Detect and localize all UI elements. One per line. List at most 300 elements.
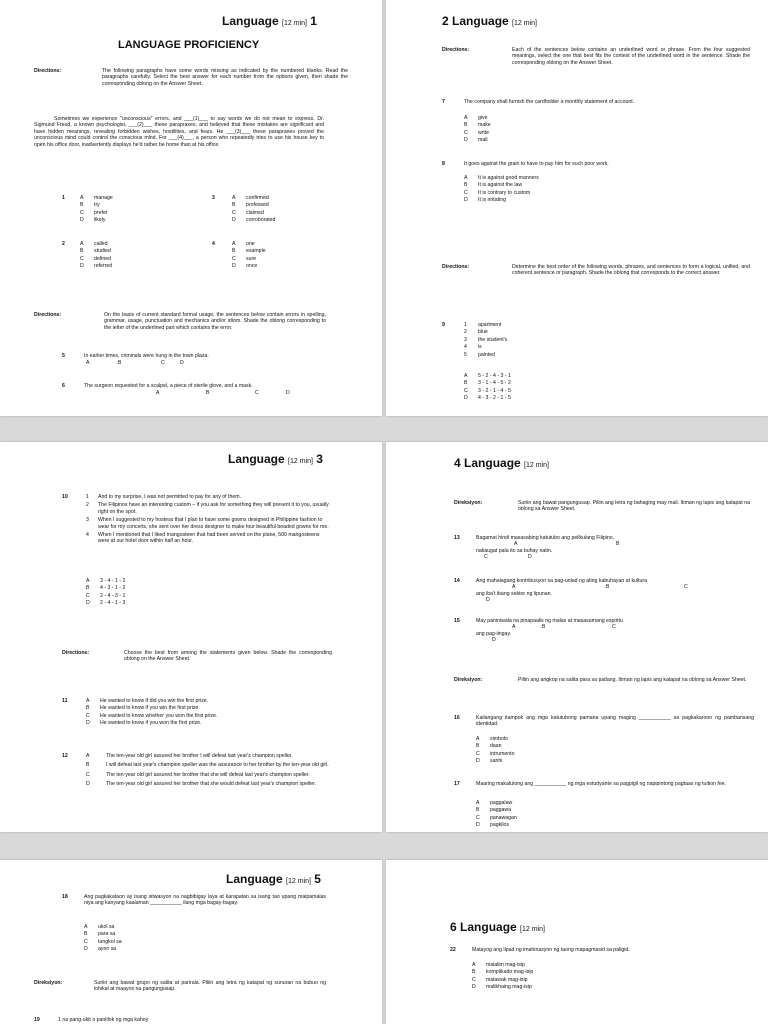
directions-label: Directions: bbox=[442, 264, 470, 270]
option-letter: A bbox=[472, 962, 476, 968]
option-letter: B bbox=[80, 248, 84, 255]
answer-letter: A bbox=[512, 624, 516, 630]
answer-letter: B bbox=[606, 584, 610, 590]
page-number: 6 bbox=[450, 920, 457, 934]
question-number: 3 bbox=[212, 195, 215, 201]
question-text: It goes against the grain to have to pay him for such poor work. bbox=[464, 161, 609, 167]
directions-label: Directions: bbox=[442, 47, 470, 53]
question-number: 1 bbox=[62, 195, 65, 201]
question-number: 4 bbox=[212, 241, 215, 247]
option-text: write bbox=[478, 129, 489, 136]
part-letter: 2 bbox=[464, 329, 467, 336]
option-letter: C bbox=[476, 814, 480, 821]
directions-block bbox=[34, 68, 348, 96]
question-text: Ang mahalagang kontribusyon sa pag-unlad ng ating kabuhayan at kultura bbox=[476, 578, 648, 584]
answer-letter: C bbox=[612, 624, 616, 630]
question-number: 18 bbox=[62, 894, 68, 900]
sentence-part bbox=[86, 502, 330, 515]
option-letter: A bbox=[476, 800, 480, 806]
parts-list bbox=[464, 322, 614, 359]
reading-passage: Sometimes we experience "unconscious" errors, and ___(1)___ to say words we do not mean to express. Dr. Sigmund Freud, a known psychologist, ___(2)___ these parapraxes, and believed that these mistakes are significant and have hidden meanings, revealing forbidden wishes, hostilities, and fears. He ___(3)___ these parapraxes proved the unconscious mind could control the conscious mind. For ___(4)___, a person who repeatedly tries to use his house key to open his office door, inadvertently displays he'd rather be home than at his office. bbox=[34, 116, 324, 148]
section-name: Language bbox=[464, 456, 521, 470]
option-item bbox=[476, 751, 596, 758]
section-name: Language bbox=[228, 452, 285, 466]
option-item bbox=[476, 807, 596, 814]
answer-letter: C bbox=[684, 584, 688, 590]
option-letter: C bbox=[84, 938, 88, 945]
answer-letter: A bbox=[512, 584, 516, 590]
option-letter: A bbox=[464, 115, 468, 121]
option-text: defined bbox=[94, 255, 112, 262]
option-item bbox=[476, 743, 596, 750]
option-item bbox=[86, 593, 206, 600]
option-item bbox=[86, 585, 206, 592]
option-letter: D bbox=[84, 946, 88, 953]
options-list bbox=[84, 924, 204, 954]
directions-text: Suriin ang bawat grupo ng salita at parirala. Piliin ang letra ng katapat ng sunuran na bubuo ng lohikal at maayos na pangungusap. bbox=[94, 980, 326, 993]
option-text: pagkilos bbox=[490, 822, 510, 829]
option-text: ayon sa bbox=[98, 946, 117, 953]
option-text: referred bbox=[94, 263, 113, 270]
options-list bbox=[472, 962, 632, 992]
option-text: 3 - 4 - 1 - 2 bbox=[100, 578, 126, 584]
question-text: Kailangang itampok ang mga katutubong pamana upang maging ___________ sa pagkakaroon ng pambansang identidad. bbox=[476, 715, 754, 728]
option-text: ukol sa bbox=[98, 924, 115, 930]
option-item bbox=[472, 977, 632, 984]
option-letter: B bbox=[86, 762, 90, 769]
option-text: mail bbox=[478, 137, 488, 144]
option-letter: A bbox=[80, 241, 84, 247]
part-number: 2 bbox=[86, 502, 89, 509]
option-letter: A bbox=[86, 698, 90, 704]
option-text: para sa bbox=[98, 931, 116, 938]
sentence-part bbox=[86, 532, 330, 545]
option-text: manage bbox=[94, 195, 113, 201]
part-text: the student's bbox=[478, 336, 508, 343]
option-text: He wanted to know whether you won the first prize. bbox=[100, 712, 218, 719]
page-number: 5 bbox=[314, 872, 321, 886]
answer-letter: D bbox=[286, 390, 290, 396]
option-letter: B bbox=[472, 969, 476, 976]
option-letter: C bbox=[472, 976, 476, 983]
option-item bbox=[80, 256, 180, 263]
option-letter: D bbox=[80, 263, 84, 270]
option-text: 4 - 3 - 1 - 2 bbox=[100, 585, 126, 592]
option-text: He wanted to know if you win the first prize. bbox=[100, 705, 200, 712]
answer-letter: A bbox=[514, 541, 518, 547]
option-text: intrumento bbox=[490, 750, 515, 757]
section-name: Language bbox=[222, 14, 279, 28]
option-item bbox=[80, 263, 180, 270]
directions-block bbox=[34, 312, 326, 338]
option-item bbox=[80, 210, 180, 217]
option-letter: C bbox=[464, 189, 468, 196]
option-letter: B bbox=[232, 202, 236, 209]
part-letter: 5 bbox=[464, 351, 467, 358]
option-item bbox=[86, 762, 332, 768]
page-header bbox=[226, 872, 321, 886]
option-text: malawak mag-isip bbox=[486, 976, 528, 983]
option-item bbox=[464, 137, 664, 144]
part-text: When I mentioned that I liked mangosteen that had been served on the plane, 500 mangosteens were at our hotel door within half an hour. bbox=[98, 532, 320, 545]
option-letter: D bbox=[232, 217, 236, 224]
option-letter: C bbox=[80, 255, 84, 262]
section-time: [12 min] bbox=[282, 20, 307, 27]
question-text: The company shall furnish the cardholder a monthly statement of account. bbox=[464, 99, 635, 105]
part-text: The Filipinos have an interesting custom – if you ask for something they will present it to you, usually right on the spot. bbox=[98, 502, 329, 515]
option-text: 4 - 3 - 2 - 1 - 5 bbox=[478, 395, 511, 402]
directions-text: Suriin ang bawat pangungusap. Piliin ang letra ng bahaging may mali. Itiman ng lapis ang katapat na oblong sa Answer Sheet. bbox=[518, 500, 750, 513]
section-time: [12 min] bbox=[520, 926, 545, 933]
exam-page-3 bbox=[0, 442, 382, 832]
directions-text: Determine the best order of the following words, phrases, and sentences to form a logical, unified, and coherent sentence or paragraph. Shade the oblong that corresponds to the correct answer. bbox=[512, 264, 750, 277]
option-letter: D bbox=[464, 197, 468, 204]
option-item bbox=[80, 202, 180, 209]
answer-letter: B bbox=[542, 624, 546, 630]
option-text: simbolo bbox=[490, 736, 508, 742]
section-time: [12 min] bbox=[286, 878, 311, 885]
page-header bbox=[454, 456, 549, 470]
option-letter: D bbox=[476, 758, 480, 765]
option-item bbox=[472, 984, 632, 991]
exam-page-2 bbox=[386, 0, 768, 416]
question-number: 9 bbox=[442, 322, 445, 328]
option-letter: C bbox=[86, 712, 90, 719]
option-letter: B bbox=[232, 248, 236, 255]
question-number: 11 bbox=[62, 698, 68, 704]
option-letter: B bbox=[476, 743, 480, 750]
option-item bbox=[80, 217, 180, 224]
section-time: [12 min] bbox=[524, 462, 549, 469]
part-number: 1 bbox=[86, 494, 89, 500]
directions-block bbox=[454, 500, 750, 514]
question-text: May paniniwala na pinapaalis ng malas at masasamang espiritu bbox=[476, 618, 623, 624]
question-number: 12 bbox=[62, 753, 68, 759]
option-item bbox=[464, 115, 664, 122]
option-letter: D bbox=[464, 137, 468, 144]
option-item bbox=[464, 380, 614, 387]
option-item bbox=[86, 698, 326, 705]
options-list bbox=[476, 736, 596, 766]
answer-letter: B bbox=[118, 360, 122, 366]
option-letter: D bbox=[86, 720, 90, 727]
option-text: claimed bbox=[246, 209, 264, 216]
section-name: Language bbox=[226, 872, 283, 886]
option-text: I will defeat last year's champion speller was the assurance to her brother by the ten-year old girl. bbox=[106, 762, 329, 769]
question-text: The surgeon requested for a scalpel, a piece of sterile glove, and a mask. bbox=[84, 383, 253, 389]
option-text: prefer bbox=[94, 209, 108, 216]
option-text: sure bbox=[246, 255, 257, 262]
option-item bbox=[464, 122, 664, 129]
option-text: called bbox=[94, 241, 108, 247]
option-text: give bbox=[478, 115, 488, 121]
answer-letter: B bbox=[616, 541, 620, 547]
option-text: try bbox=[94, 202, 100, 209]
option-text: The ten-year old girl assured her brother I will defeat last year's champion speller. bbox=[106, 753, 293, 759]
sentence-part bbox=[86, 517, 330, 530]
option-item bbox=[464, 395, 614, 402]
option-letter: A bbox=[464, 175, 468, 181]
option-text: panawagan bbox=[490, 814, 517, 821]
part-letter: 3 bbox=[464, 336, 467, 343]
directions-block bbox=[442, 264, 750, 290]
option-item bbox=[476, 815, 596, 822]
answer-letter: B bbox=[206, 390, 210, 396]
option-item bbox=[80, 248, 180, 255]
option-item bbox=[476, 800, 596, 807]
option-letter: D bbox=[472, 984, 476, 991]
option-text: paggalaw bbox=[490, 800, 513, 806]
option-item bbox=[86, 578, 206, 585]
option-letter: B bbox=[464, 380, 468, 387]
option-letter: B bbox=[80, 202, 84, 209]
option-text: professed bbox=[246, 202, 269, 209]
option-text: paggawa bbox=[490, 807, 512, 814]
option-letter: A bbox=[232, 241, 236, 247]
option-letter: C bbox=[86, 592, 90, 599]
option-letter: B bbox=[84, 931, 88, 938]
directions-label: Directions: bbox=[62, 650, 90, 656]
option-letter: C bbox=[80, 209, 84, 216]
directions-text: Piliin ang angkop na salita para sa patlang. Itiman ng lapis ang katapat na oblong sa Answer Sheet. bbox=[518, 677, 747, 683]
option-item bbox=[464, 190, 664, 197]
part-text: When I suggested to my hostess that I plan to have some gowns designed in Philippine fashion to wear for my concerts, she sent over her dress designer to make four beautiful beaded gowns for me. bbox=[98, 517, 329, 530]
option-item bbox=[232, 263, 332, 270]
option-item bbox=[476, 822, 596, 829]
question-number: 14 bbox=[454, 578, 460, 584]
question-number: 15 bbox=[454, 618, 460, 624]
options-list bbox=[232, 241, 332, 271]
option-letter: C bbox=[476, 750, 480, 757]
page-title: LANGUAGE PROFICIENCY bbox=[118, 39, 260, 51]
options-list bbox=[86, 698, 326, 728]
option-letter: D bbox=[86, 781, 90, 788]
option-text: sanhi bbox=[490, 758, 503, 765]
answer-letter: D bbox=[528, 554, 532, 560]
option-text: malikhaing mag-isip bbox=[486, 984, 532, 991]
answer-letter: C bbox=[161, 360, 165, 366]
page-number: 4 bbox=[454, 456, 461, 470]
answer-letter: D bbox=[180, 360, 184, 366]
parts-list bbox=[86, 494, 330, 545]
option-text: example bbox=[246, 248, 266, 255]
option-letter: A bbox=[84, 924, 88, 930]
part-text: painted bbox=[478, 351, 496, 358]
question-number: 17 bbox=[454, 781, 460, 787]
exam-page-6 bbox=[386, 860, 768, 1024]
option-letter: D bbox=[80, 217, 84, 224]
option-item bbox=[232, 241, 332, 248]
question-number: 5 bbox=[62, 353, 65, 359]
option-letter: A bbox=[86, 753, 90, 759]
option-text: corroborated bbox=[246, 217, 276, 224]
option-letter: A bbox=[476, 736, 480, 742]
option-text: 5 - 2 - 4 - 3 - 1 bbox=[478, 373, 511, 379]
part-text: blue bbox=[478, 329, 488, 336]
option-text: daan bbox=[490, 743, 502, 750]
option-text: once bbox=[246, 263, 258, 270]
option-text: He wanted to know if you won the first prize. bbox=[100, 720, 202, 727]
directions-text: On the basis of current standard formal usage, the sentences below contain errors in spelling, grammar, usage, punctuation and mechanics and/or idiom. Shade the oblong corresponding to the letter of the underlined part which contains the error. bbox=[104, 312, 326, 331]
option-text: It is against good manners bbox=[478, 175, 539, 181]
option-letter: D bbox=[232, 263, 236, 270]
answer-letter: D bbox=[486, 597, 490, 603]
question-text: Bagamat hindi masasabing katutubo ang pelikulang Filipino, bbox=[476, 535, 615, 541]
option-item bbox=[232, 248, 332, 255]
option-item bbox=[86, 705, 326, 712]
section-time: [12 min] bbox=[288, 458, 313, 465]
option-item bbox=[80, 195, 180, 202]
option-letter: B bbox=[86, 585, 90, 592]
option-item bbox=[464, 130, 664, 137]
option-item bbox=[86, 720, 326, 727]
question-number: 2 bbox=[62, 241, 65, 247]
options-list bbox=[464, 115, 664, 145]
part-text: And to my surprise, I was not permitted to pay for any of them. bbox=[98, 494, 242, 500]
part-letter: 4 bbox=[464, 344, 467, 351]
option-text: make bbox=[478, 122, 491, 129]
answer-letter: A bbox=[156, 390, 160, 396]
question-number: 19 bbox=[34, 1017, 40, 1023]
option-item bbox=[86, 600, 206, 607]
options-list bbox=[80, 241, 180, 271]
option-text: malalim mag-isip bbox=[486, 962, 525, 968]
option-text: 2 - 4 - 1 - 3 bbox=[100, 600, 126, 607]
exam-page-5 bbox=[0, 860, 382, 1024]
option-text: 3 - 1 - 4 - 5 - 2 bbox=[478, 380, 511, 387]
option-text: studied bbox=[94, 248, 111, 255]
section-name: Language bbox=[452, 14, 509, 28]
options-list bbox=[464, 175, 664, 205]
question-number: 8 bbox=[442, 161, 445, 167]
exam-page-4 bbox=[386, 442, 768, 832]
sentence-part bbox=[86, 494, 330, 500]
options-list bbox=[86, 753, 332, 788]
question-text: ang iba't ibang sektor ng lipunan. bbox=[476, 591, 552, 597]
option-text: confirmed bbox=[246, 195, 269, 201]
question-number: 13 bbox=[454, 535, 460, 541]
question-number: 10 bbox=[62, 494, 68, 500]
option-letter: B bbox=[464, 182, 468, 189]
option-item bbox=[84, 924, 204, 931]
options-list bbox=[464, 373, 614, 403]
option-letter: C bbox=[86, 771, 90, 778]
directions-label: Direksiyon: bbox=[454, 500, 483, 506]
directions-block bbox=[442, 47, 750, 75]
directions-block bbox=[62, 650, 332, 664]
part-item bbox=[464, 337, 614, 344]
part-number: 3 bbox=[86, 517, 89, 524]
question-number: 7 bbox=[442, 99, 445, 105]
directions-block bbox=[454, 677, 754, 691]
part-item bbox=[464, 352, 614, 359]
directions-block bbox=[34, 980, 326, 994]
option-item bbox=[472, 962, 632, 969]
options-list bbox=[86, 578, 206, 608]
option-letter: A bbox=[232, 195, 236, 201]
option-item bbox=[464, 197, 664, 204]
option-text: tungkol sa bbox=[98, 938, 122, 945]
page-header bbox=[442, 14, 537, 28]
option-letter: C bbox=[464, 387, 468, 394]
exam-page-1 bbox=[0, 0, 382, 416]
option-item bbox=[84, 931, 204, 938]
option-item bbox=[464, 388, 614, 395]
part-item bbox=[464, 322, 614, 329]
option-letter: C bbox=[232, 255, 236, 262]
page-number: 2 bbox=[442, 14, 449, 28]
option-letter: D bbox=[86, 600, 90, 607]
option-text: It is against the law bbox=[478, 182, 523, 189]
option-item bbox=[86, 772, 332, 778]
option-text: one bbox=[246, 241, 255, 247]
part-text: is bbox=[478, 344, 482, 351]
option-letter: A bbox=[86, 578, 90, 584]
option-item bbox=[86, 713, 326, 720]
option-item bbox=[84, 939, 204, 946]
answer-letter: A bbox=[86, 360, 90, 366]
option-text: likely bbox=[94, 217, 106, 224]
option-item bbox=[86, 753, 332, 759]
page-number: 1 bbox=[310, 14, 317, 28]
option-text: It is contrary to custom bbox=[478, 189, 531, 196]
options-list bbox=[476, 800, 596, 830]
question-text: ang pag-iingay. bbox=[476, 631, 512, 637]
options-list bbox=[80, 195, 180, 225]
option-letter: A bbox=[464, 373, 468, 379]
option-item bbox=[232, 217, 332, 224]
option-item bbox=[232, 202, 332, 209]
option-item bbox=[86, 781, 332, 787]
sentence-part: 1 na pang-ukit o panlilok ng mga kahoy bbox=[58, 1017, 149, 1023]
question-number: 16 bbox=[454, 715, 460, 721]
option-letter: D bbox=[464, 395, 468, 402]
question-number: 6 bbox=[62, 383, 65, 389]
directions-text: Choose the best from among the statements given below. Shade the corresponding oblong on the Answer Sheet. bbox=[124, 650, 332, 663]
option-letter: A bbox=[80, 195, 84, 201]
question-text: Maaring makatulong ang ___________ ng mga estudyante sa pagpigil ng napipintong pagtaas ng tuition fee. bbox=[476, 781, 727, 787]
option-text: The ten-year old girl assured her brother that she would defeat last year's champion speller. bbox=[106, 781, 317, 788]
option-text: komplikado mag-isip bbox=[486, 969, 534, 976]
option-item bbox=[464, 175, 664, 182]
option-item bbox=[232, 256, 332, 263]
option-letter: C bbox=[232, 209, 236, 216]
option-letter: C bbox=[464, 129, 468, 136]
options-list bbox=[232, 195, 332, 225]
directions-label: Direksiyon: bbox=[34, 980, 63, 986]
option-item bbox=[476, 758, 596, 765]
question-number: 22 bbox=[450, 947, 456, 953]
option-text: 3 - 2 - 1 - 4 - 5 bbox=[478, 387, 511, 394]
option-item bbox=[232, 195, 332, 202]
part-item bbox=[464, 344, 614, 351]
page-header bbox=[450, 920, 545, 934]
directions-label: Directions: bbox=[34, 312, 62, 318]
option-letter: B bbox=[476, 807, 480, 814]
option-text: The ten-year old girl assured her brother that she will defeat last year's champion speller. bbox=[106, 771, 310, 778]
part-item bbox=[464, 329, 614, 336]
option-item bbox=[84, 946, 204, 953]
option-text: 2 - 4 - 3 - 1 bbox=[100, 592, 126, 599]
answer-letter: D bbox=[492, 637, 496, 643]
question-text: In earlier times, criminals were hung in the town plaza. bbox=[84, 353, 209, 359]
option-text: It is irritating bbox=[478, 197, 506, 204]
page-number: 3 bbox=[316, 452, 323, 466]
page-header bbox=[228, 452, 323, 466]
option-item bbox=[472, 969, 632, 976]
answer-letter: C bbox=[255, 390, 259, 396]
option-item bbox=[232, 210, 332, 217]
